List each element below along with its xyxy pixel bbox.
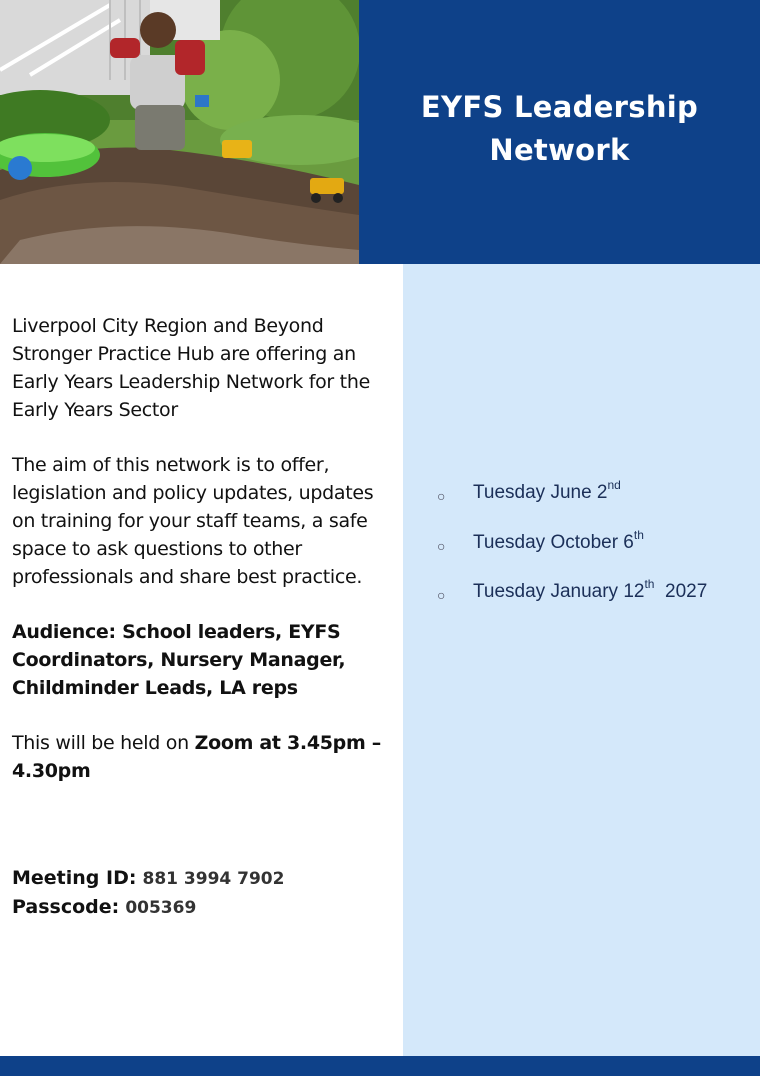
session-date-item — [403, 577, 760, 631]
session-date-item — [403, 527, 760, 582]
audience-paragraph: Audience: School leaders, EYFS Coordinators, Nursery Manager, Childminder Leads, LA reps — [12, 621, 346, 699]
passcode-line: Passcode: 005369 — [12, 896, 197, 918]
session-date-text: Tuesday June 2nd — [473, 478, 621, 503]
zoom-time-paragraph: This will be held on Zoom at 3.45pm – 4.30pm — [12, 732, 381, 782]
hollow-circle-bullet-icon: ○ — [437, 587, 446, 603]
hollow-circle-bullet-icon: ○ — [437, 488, 446, 504]
meeting-details — [12, 864, 397, 922]
footer-bar — [0, 1056, 760, 1076]
meeting-id-line: Meeting ID: 881 3994 7902 — [12, 867, 285, 889]
session-date-text: Tuesday October 6th — [473, 527, 644, 553]
intro-paragraph: Liverpool City Region and Beyond Stronger Practice Hub are offering an Early Years Leadership Network for the Early Years Sector — [12, 315, 370, 421]
hollow-circle-bullet-icon: ○ — [437, 537, 446, 554]
meeting-id-value: 881 3994 7902 — [142, 869, 285, 889]
child-playing-photo — [0, 0, 359, 264]
session-date-item — [403, 478, 760, 532]
hero-photo — [0, 0, 359, 264]
passcode-value: 005369 — [125, 898, 197, 918]
title-banner — [359, 0, 760, 264]
dates-panel — [403, 264, 760, 1056]
page-title: EYFS Leadership Network — [420, 90, 699, 167]
session-date-text: Tuesday January 12th 2027 — [473, 577, 708, 602]
session-dates-list — [403, 478, 760, 631]
aim-paragraph: The aim of this network is to offer, legislation and policy updates, updates on training for your staff teams, a safe space to ask questions to other professionals and share best practice. — [12, 454, 374, 588]
description-text — [12, 312, 397, 785]
